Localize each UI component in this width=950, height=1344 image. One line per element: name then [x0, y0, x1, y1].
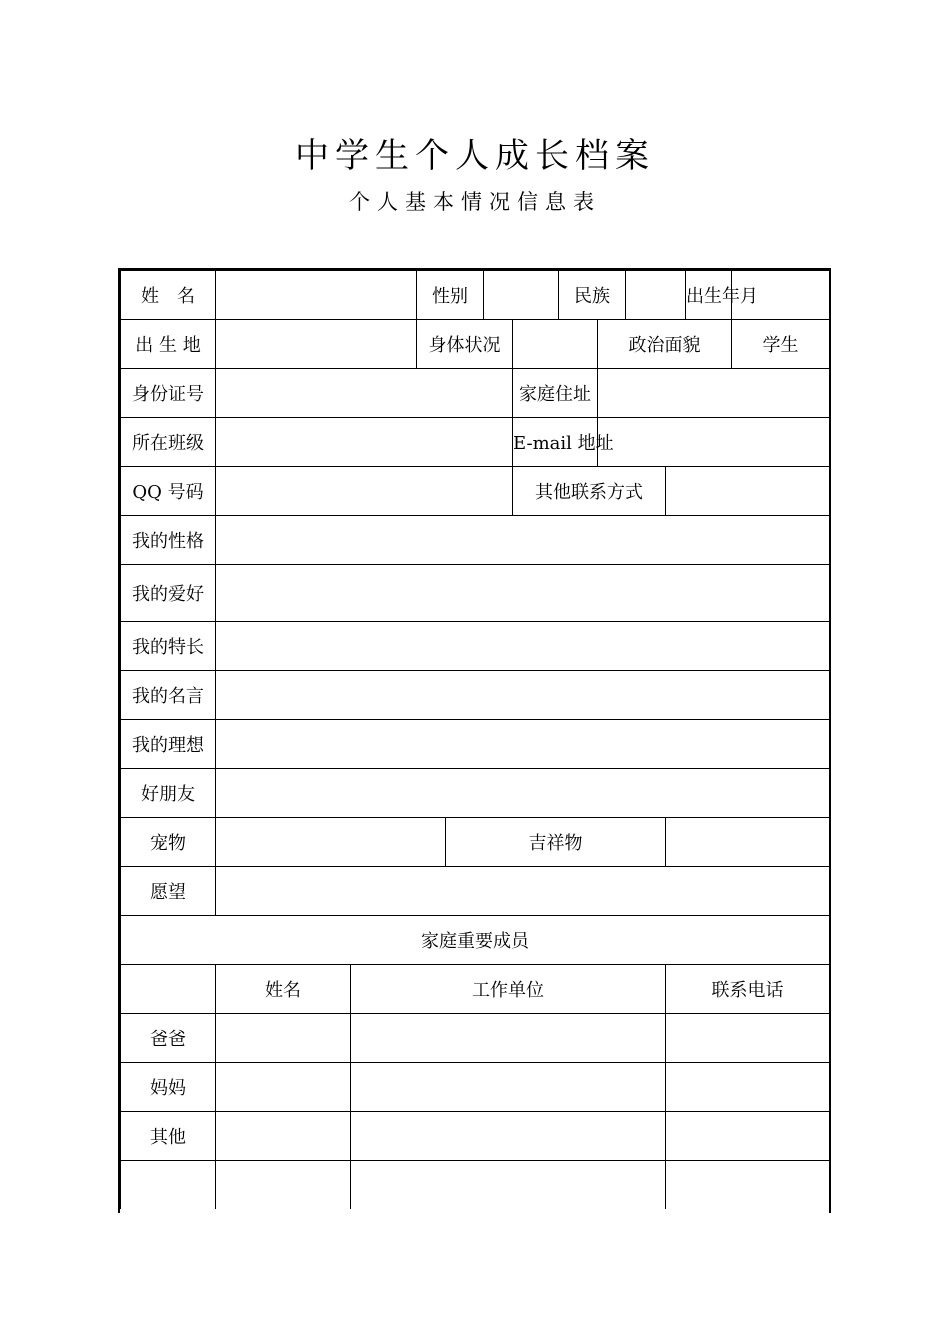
row-id [121, 369, 830, 418]
label-id-number: 身份证号 [121, 369, 216, 418]
label-political-status: 政治面貌 [598, 320, 732, 369]
label-friends: 好朋友 [121, 769, 216, 818]
other-phone-field[interactable] [666, 1112, 830, 1161]
field-birthplace[interactable] [216, 320, 417, 369]
row-basic-2 [121, 320, 830, 369]
row-personality [121, 516, 830, 565]
label-other-contact: 其他联系方式 [513, 467, 666, 516]
label-class: 所在班级 [121, 418, 216, 467]
label-email: E-mail 地址 [513, 418, 598, 467]
row-pet [121, 818, 830, 867]
label-pet: 宠物 [121, 818, 216, 867]
family-row-father: 爸爸 [121, 1014, 216, 1063]
label-address: 家庭住址 [513, 369, 598, 418]
row-motto [121, 671, 830, 720]
field-mascot[interactable] [666, 818, 830, 867]
label-ideal: 我的理想 [121, 720, 216, 769]
row-basic-1 [121, 271, 830, 320]
family-row-other: 其他 [121, 1112, 216, 1161]
field-hobbies[interactable] [216, 565, 830, 622]
row-family-extra [121, 1161, 830, 1210]
family-col-phone: 联系电话 [666, 965, 830, 1014]
father-workplace-field[interactable] [351, 1014, 666, 1063]
extra-phone-field[interactable] [666, 1161, 830, 1210]
family-col-name: 姓名 [216, 965, 351, 1014]
label-health: 身体状况 [417, 320, 513, 369]
field-wish[interactable] [216, 867, 830, 916]
field-pet[interactable] [216, 818, 446, 867]
label-qq: QQ 号码 [121, 467, 216, 516]
extra-workplace-field[interactable] [351, 1161, 666, 1210]
field-other-contact[interactable] [666, 467, 830, 516]
label-birthplace: 出 生 地 [121, 320, 216, 369]
family-header-blank [121, 965, 216, 1014]
row-family-header [121, 965, 830, 1014]
field-name[interactable] [216, 271, 417, 320]
field-health[interactable] [513, 320, 598, 369]
row-hobbies [121, 565, 830, 622]
row-ideal [121, 720, 830, 769]
field-gender[interactable] [484, 271, 559, 320]
field-friends[interactable] [216, 769, 830, 818]
field-ideal[interactable] [216, 720, 830, 769]
mother-phone-field[interactable] [666, 1063, 830, 1112]
document-title: 中学生个人成长档案 [295, 136, 655, 176]
value-political-status: 学生 [732, 320, 830, 369]
label-ethnicity: 民族 [559, 271, 626, 320]
field-motto[interactable] [216, 671, 830, 720]
label-hobbies: 我的爱好 [121, 565, 216, 622]
field-ethnicity[interactable] [626, 271, 686, 320]
other-workplace-field[interactable] [351, 1112, 666, 1161]
row-family-father [121, 1014, 830, 1063]
label-mascot: 吉祥物 [446, 818, 666, 867]
row-specialty [121, 622, 830, 671]
mother-workplace-field[interactable] [351, 1063, 666, 1112]
row-family-title [121, 916, 830, 965]
extra-name-field[interactable] [216, 1161, 351, 1210]
family-col-workplace: 工作单位 [351, 965, 666, 1014]
row-family-mother [121, 1063, 830, 1112]
other-name-field[interactable] [216, 1112, 351, 1161]
label-name: 姓 名 [121, 271, 216, 320]
mother-name-field[interactable] [216, 1063, 351, 1112]
document-subtitle: 个人基本情况信息表 [349, 190, 601, 214]
field-id-number[interactable] [216, 369, 513, 418]
label-birth-date: 出生年月 [686, 271, 732, 320]
student-info-table [120, 270, 830, 1209]
extra-relation-field[interactable] [121, 1161, 216, 1210]
label-specialty: 我的特长 [121, 622, 216, 671]
field-address[interactable] [598, 369, 830, 418]
row-friends [121, 769, 830, 818]
label-wish: 愿望 [121, 867, 216, 916]
row-qq [121, 467, 830, 516]
father-name-field[interactable] [216, 1014, 351, 1063]
label-motto: 我的名言 [121, 671, 216, 720]
family-row-mother: 妈妈 [121, 1063, 216, 1112]
row-wish [121, 867, 830, 916]
row-class [121, 418, 830, 467]
field-email[interactable] [598, 418, 830, 467]
row-family-other [121, 1112, 830, 1161]
field-specialty[interactable] [216, 622, 830, 671]
label-personality: 我的性格 [121, 516, 216, 565]
family-section-title: 家庭重要成员 [121, 916, 830, 965]
field-qq[interactable] [216, 467, 513, 516]
label-gender: 性别 [417, 271, 484, 320]
father-phone-field[interactable] [666, 1014, 830, 1063]
field-personality[interactable] [216, 516, 830, 565]
field-class[interactable] [216, 418, 513, 467]
